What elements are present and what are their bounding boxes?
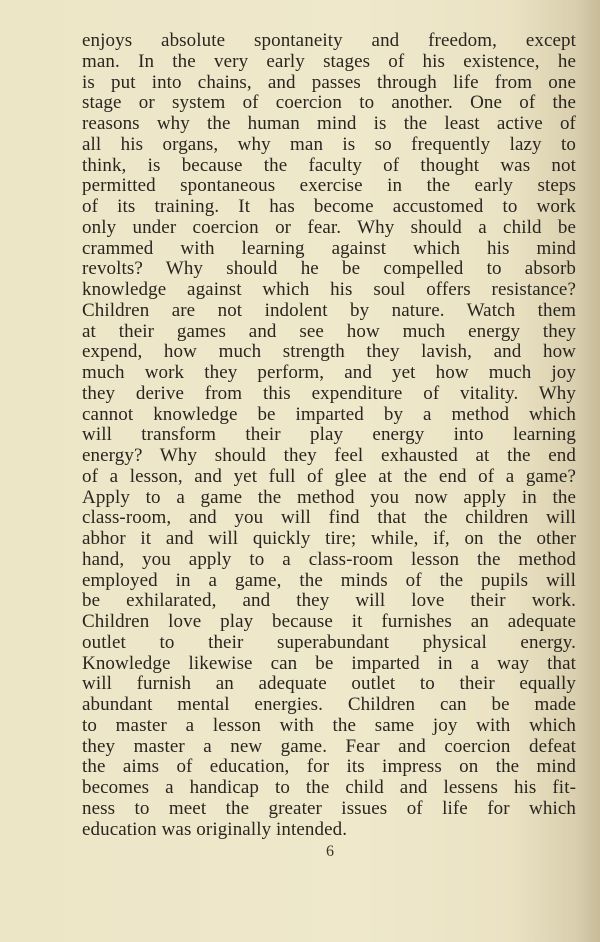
text-line: they master a new game. Fear and coercion defeat [82,735,576,757]
text-line: is put into chains, and passes through life from one [82,71,576,93]
text-line: Knowledge likewise can be imparted in a way that [82,652,576,674]
text-line: to master a lesson with the same joy with which [82,714,576,736]
text-line: becomes a handicap to the child and lessens his fit- [82,777,576,798]
text-line: outlet to their superabundant physical energy. [82,631,576,653]
text-line: will furnish an adequate outlet to their equally [82,673,576,695]
text-line: ness to meet the greater issues of life for which [82,797,576,819]
text-line: class-room, and you will find that the children will [82,507,576,529]
text-line: enjoys absolute spontaneity and freedom, except [82,30,576,51]
text-line: man. In the very early stages of his existence, he [82,50,576,72]
text-line: crammed with learning against which his mind [82,237,576,259]
text-line: energy? Why should they feel exhausted at the end [82,445,576,466]
text-line: revolts? Why should he be compelled to absorb [82,258,576,280]
text-line: cannot knowledge be imparted by a method which [82,403,576,425]
text-line: education was originally intended. [82,818,348,840]
text-line: abhor it and will quickly tire; while, if, on the other [82,528,576,549]
text-line: hand, you apply to a class-room lesson the method [82,548,576,570]
text-line: reasons why the human mind is the least active of [82,113,576,134]
text-line: the aims of education, for its impress on the mind [82,756,576,778]
text-line: stage or system of coercion to another. One of the [82,92,576,114]
text-line: all his organs, why man is so frequently lazy to [82,133,576,155]
text-line: expend, how much strength they lavish, and how [82,341,576,363]
text-line: be exhilarated, and they will love their work. [82,590,576,612]
text-line: permitted spontaneous exercise in the early steps [82,175,576,197]
text-line: think, is because the faculty of thought was not [82,154,576,176]
text-line: much work they perform, and yet how much joy [82,362,576,383]
body-text [82,31,576,840]
text-line: Children are not indolent by nature. Watch them [82,299,576,321]
text-line: Children love play because it furnishes an adequate [82,611,576,632]
text-line: at their games and see how much energy they [82,320,576,342]
text-line: of a lesson, and yet full of glee at the end of a game? [82,465,576,487]
text-line: they derive from this expenditure of vitality. Why [82,382,576,404]
text-line: employed in a game, the minds of the pupils will [82,569,576,591]
text-line: abundant mental energies. Children can be made [82,694,576,715]
text-line: will transform their play energy into learning [82,424,576,446]
page-number: 6 [326,843,334,860]
text-line: Apply to a game the method you now apply in the [82,486,576,508]
text-line: of its training. It has become accustomed to work [82,196,576,217]
text-line: only under coercion or fear. Why should a child be [82,216,576,238]
text-line: knowledge against which his soul offers resistance? [82,279,576,300]
